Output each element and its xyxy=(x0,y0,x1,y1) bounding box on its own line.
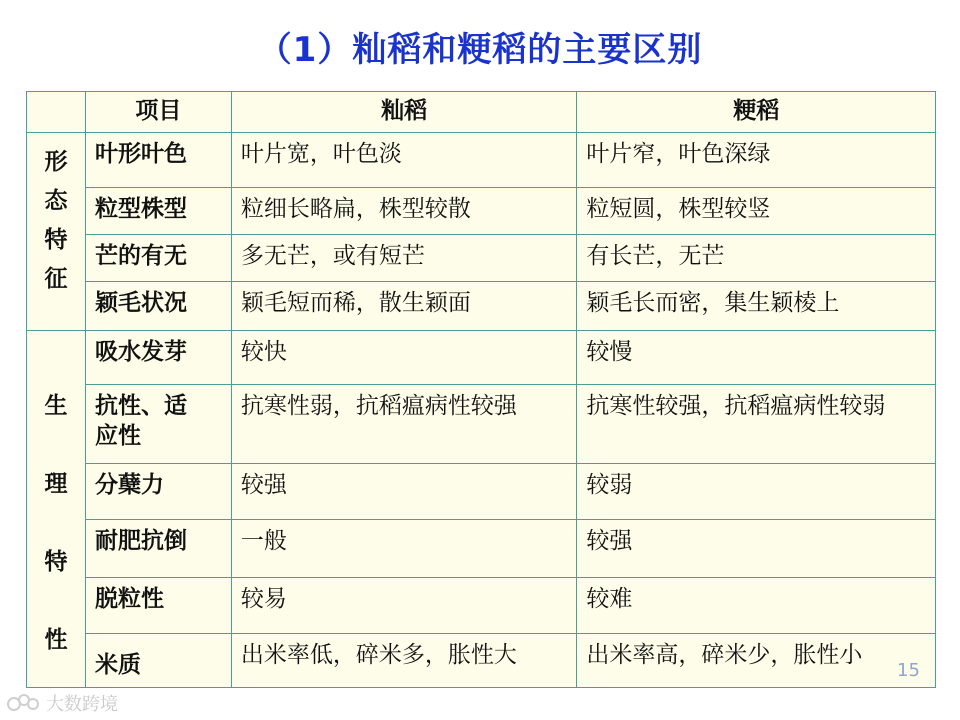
row-geng: 出米率高，碎米少，胀性小 xyxy=(577,634,936,688)
row-geng: 抗寒性较强，抗稻瘟病性较弱 xyxy=(577,385,936,464)
header-xian: 籼稻 xyxy=(231,92,577,133)
group-label-text: 生理特性 xyxy=(44,393,68,653)
row-geng: 有长芒，无芒 xyxy=(577,235,936,282)
row-item: 分蘖力 xyxy=(85,464,231,520)
comparison-table xyxy=(26,91,936,688)
row-xian: 叶片宽，叶色淡 xyxy=(231,133,577,188)
row-item: 米质 xyxy=(85,634,231,688)
row-xian: 颖毛短而稀，散生颖面 xyxy=(231,282,577,331)
row-item: 脱粒性 xyxy=(85,578,231,634)
page-number: 15 xyxy=(897,660,920,681)
table-header-row xyxy=(27,92,936,133)
row-geng: 叶片窄，叶色深绿 xyxy=(577,133,936,188)
table-row xyxy=(27,578,936,634)
row-item: 芒的有无 xyxy=(85,235,231,282)
table-row xyxy=(27,235,936,282)
row-xian: 粒细长略扁，株型较散 xyxy=(231,188,577,235)
header-geng: 粳稻 xyxy=(577,92,936,133)
table-row xyxy=(27,385,936,464)
table-row xyxy=(27,282,936,331)
watermark-logo-icon xyxy=(6,692,40,714)
group-label-morphology xyxy=(27,133,86,331)
group-label-physiology xyxy=(27,331,86,688)
table-row xyxy=(27,634,936,688)
group-label-text: 形态特征 xyxy=(44,149,68,292)
table-row xyxy=(27,188,936,235)
row-xian: 较快 xyxy=(231,331,577,385)
row-item: 吸水发芽 xyxy=(85,331,231,385)
table-row xyxy=(27,520,936,578)
row-geng: 颖毛长而密，集生颖棱上 xyxy=(577,282,936,331)
header-item: 项目 xyxy=(85,92,231,133)
table-row xyxy=(27,331,936,385)
row-geng: 较弱 xyxy=(577,464,936,520)
row-item: 粒型株型 xyxy=(85,188,231,235)
table-row xyxy=(27,133,936,188)
watermark xyxy=(6,690,118,716)
page-title: （1）籼稻和粳稻的主要区别 xyxy=(257,30,703,70)
row-xian: 较强 xyxy=(231,464,577,520)
row-xian: 抗寒性弱，抗稻瘟病性较强 xyxy=(231,385,577,464)
row-xian: 较易 xyxy=(231,578,577,634)
row-item: 耐肥抗倒 xyxy=(85,520,231,578)
row-item: 抗性、适应性 xyxy=(85,385,231,464)
row-geng: 较难 xyxy=(577,578,936,634)
header-blank xyxy=(27,92,86,133)
row-geng: 粒短圆，株型较竖 xyxy=(577,188,936,235)
row-item: 叶形叶色 xyxy=(85,133,231,188)
row-xian: 多无芒，或有短芒 xyxy=(231,235,577,282)
row-geng: 较强 xyxy=(577,520,936,578)
row-xian: 一般 xyxy=(231,520,577,578)
table-row xyxy=(27,464,936,520)
row-geng: 较慢 xyxy=(577,331,936,385)
row-xian: 出米率低，碎米多，胀性大 xyxy=(231,634,577,688)
row-item: 颖毛状况 xyxy=(85,282,231,331)
watermark-text: 大数跨境 xyxy=(46,694,118,715)
